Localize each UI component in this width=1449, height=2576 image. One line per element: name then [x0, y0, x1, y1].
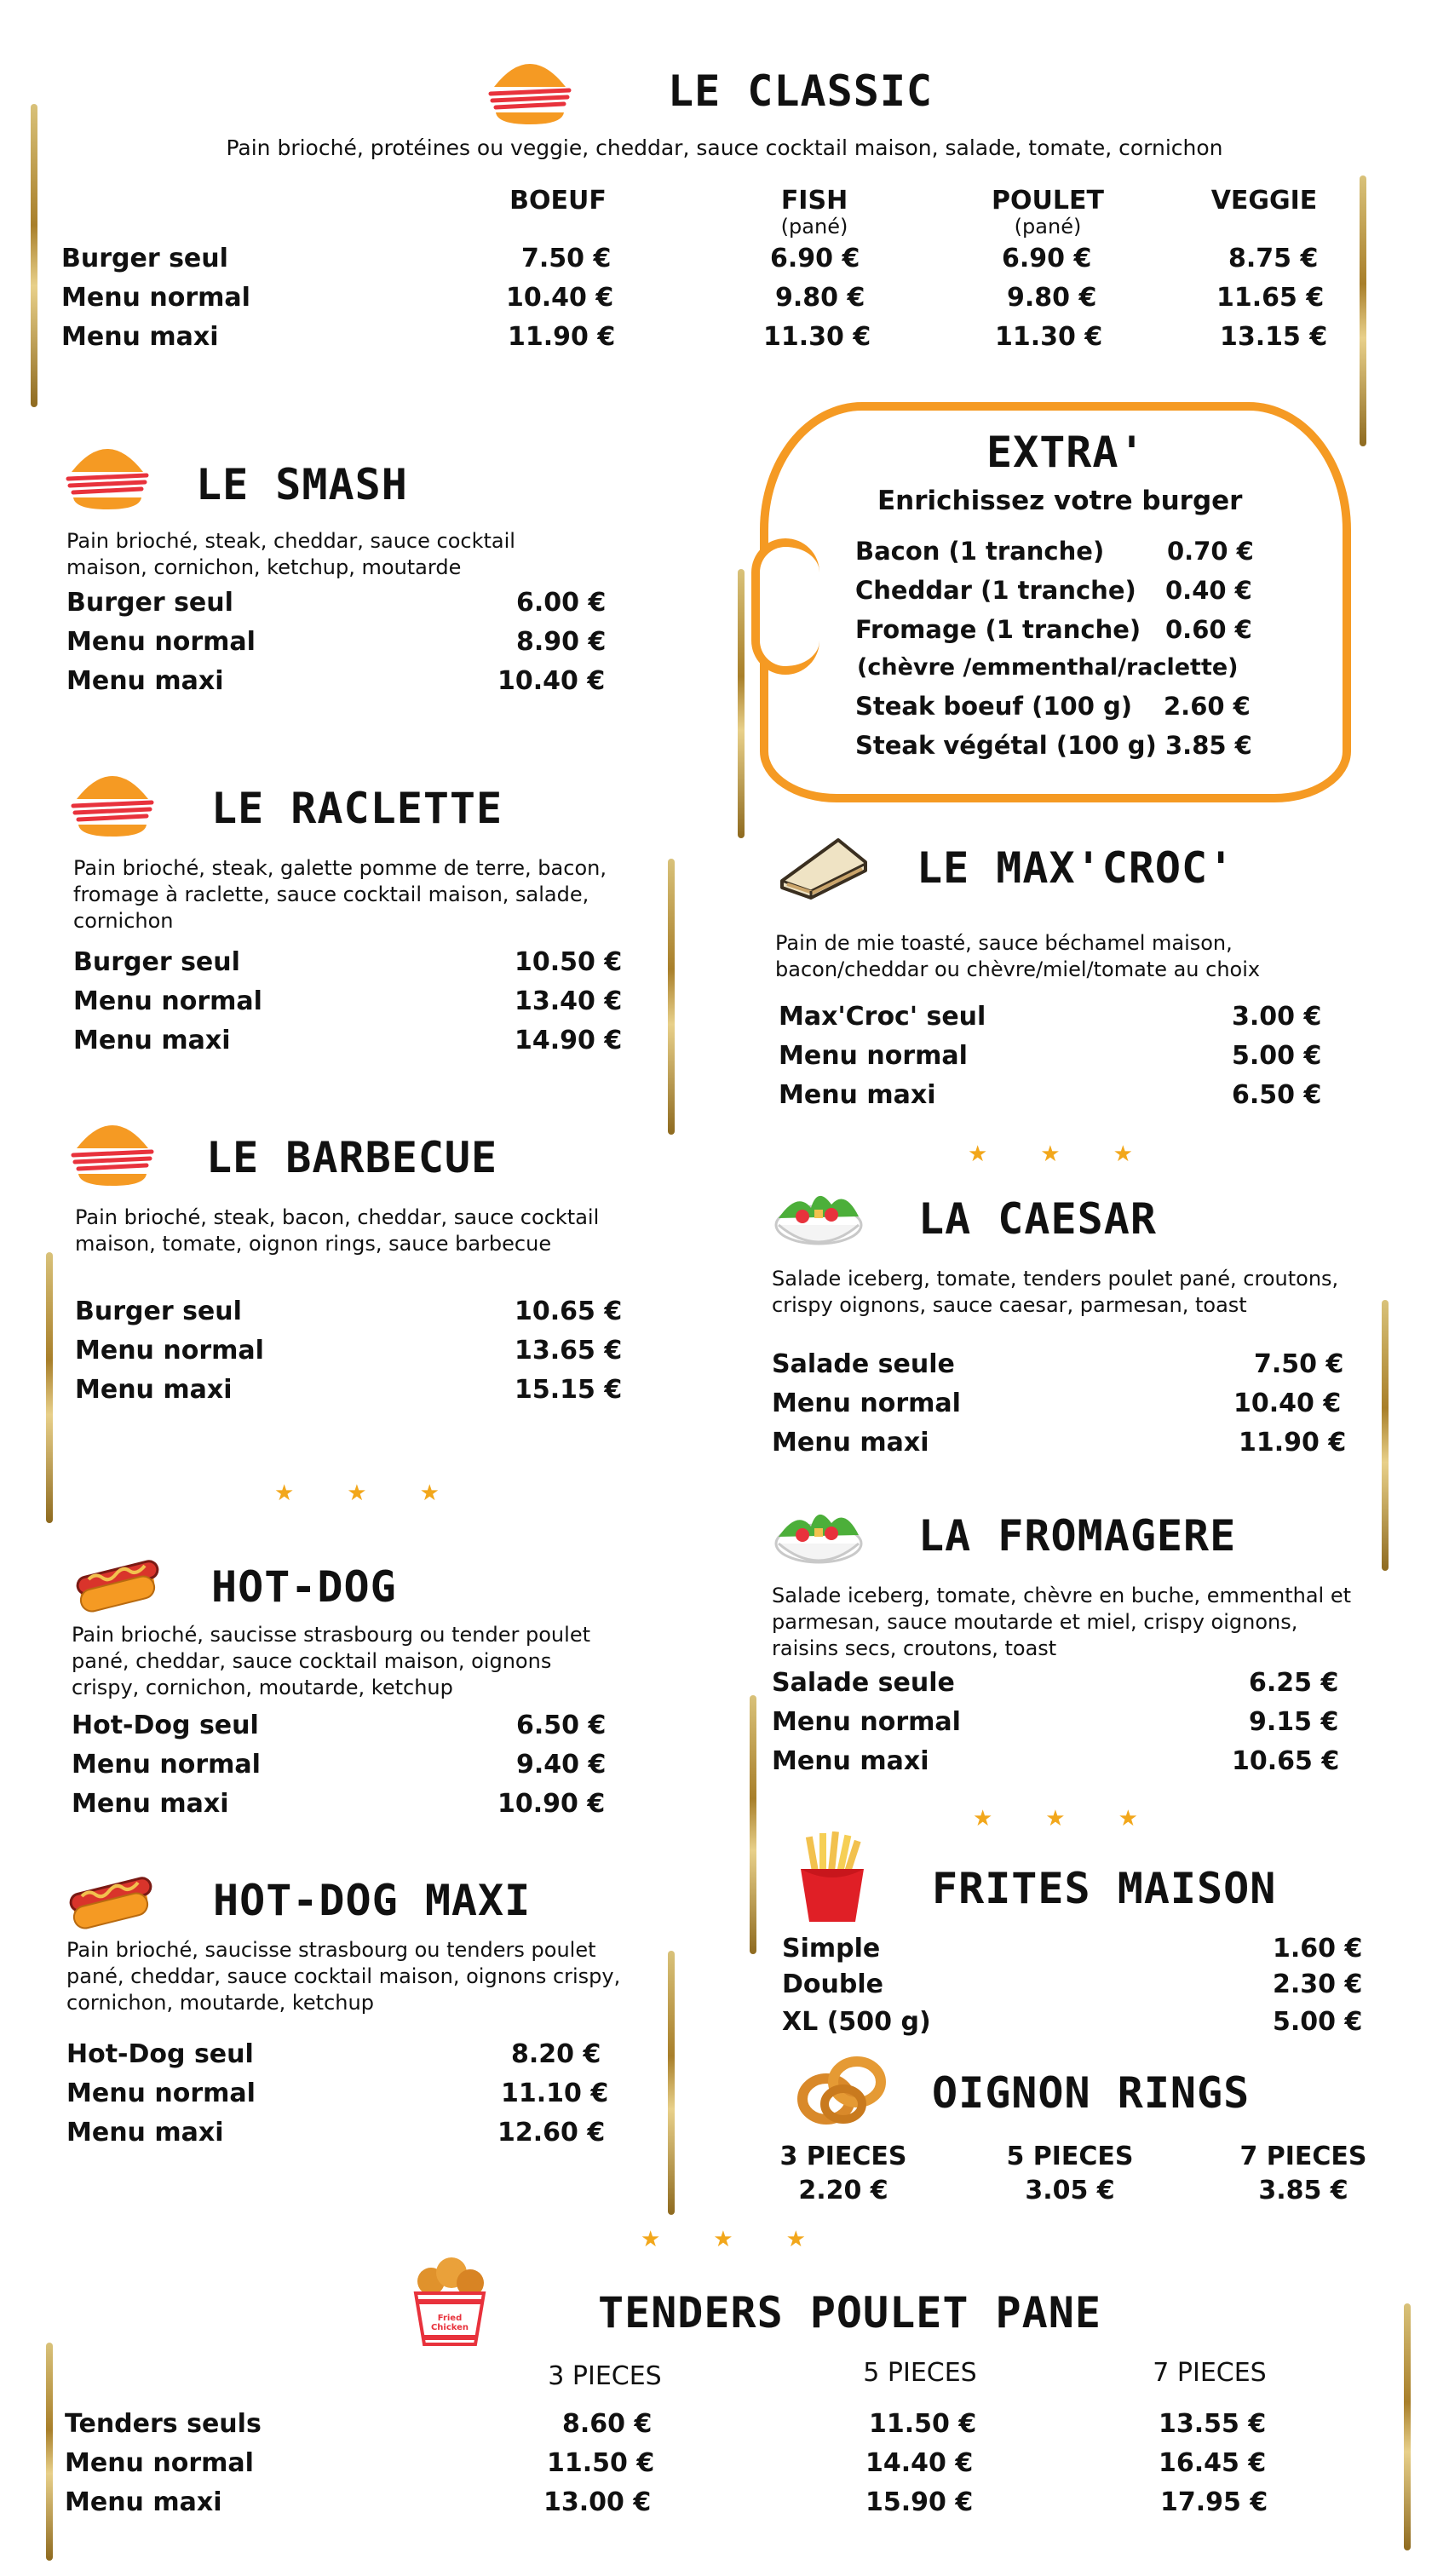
price: 13.55 € — [1159, 2409, 1267, 2439]
price: 10.40 € — [1233, 1389, 1342, 1418]
price-row — [772, 1746, 1360, 1785]
price: 14.90 € — [515, 1026, 623, 1055]
price-row — [61, 283, 1356, 322]
row-label: Menu maxi — [66, 2118, 224, 2148]
price: 3.05 € — [1025, 2176, 1115, 2205]
row-label: Fromage (1 tranche) — [855, 615, 1141, 644]
section-title-frites: FRITES MAISON — [932, 1864, 1277, 1913]
price: 8.75 € — [1228, 244, 1319, 273]
price-row — [772, 1428, 1360, 1467]
section-title-tenders: TENDERS POULET PANE — [598, 2288, 1101, 2337]
price: 2.20 € — [798, 2176, 888, 2205]
section-desc-classic: Pain brioché, protéines ou veggie, cheddar, sauce cocktail maison, salade, tomate, cornichon — [226, 135, 1223, 160]
column-header: 5 PIECES — [863, 2358, 977, 2388]
price-row — [73, 947, 635, 986]
price-row — [772, 1668, 1360, 1707]
price: 2.30 € — [1273, 1969, 1363, 1999]
column-header: BOEUF — [509, 186, 607, 216]
price: 2.60 € — [1164, 692, 1251, 721]
column-header: VEGGIE — [1210, 186, 1318, 216]
section-desc-maxcroc: Pain de mie toasté, sauce béchamel maison, bacon/cheddar ou chèvre/miel/tomate au choix — [775, 931, 1261, 981]
price-row — [782, 1969, 1370, 2009]
star-divider: ★★★ — [973, 1806, 1191, 1831]
price: 6.25 € — [1249, 1668, 1339, 1698]
gold-bar — [46, 1252, 53, 1523]
section-desc-caesar: Salade iceberg, tomate, tenders poulet pané, croutons, crispy oignons, sauce caesar, parmesan, toast — [772, 1267, 1339, 1317]
price: 0.60 € — [1165, 615, 1252, 644]
price: 6.50 € — [516, 1711, 607, 1740]
section-desc-barbecue: Pain brioché, steak, bacon, cheddar, sauce cocktail maison, tomate, oignon rings, sauce barbecue — [75, 1205, 600, 1256]
row-label: Hot-Dog seul — [66, 2039, 254, 2069]
row-label: Steak boeuf (100 g) — [855, 692, 1132, 721]
price: 3.85 € — [1258, 2176, 1348, 2205]
price-row — [75, 1336, 637, 1375]
price-row — [772, 1349, 1360, 1389]
section-desc-fromagere: Salade iceberg, tomate, chèvre en buche, emmenthal et parmesan, sauce moutarde et miel, crispy oignons, raisins secs, croutons, toast — [772, 1584, 1352, 1660]
row-label: Menu normal — [66, 2079, 256, 2108]
price: 3.00 € — [1232, 1002, 1322, 1032]
salad-icon — [772, 1496, 865, 1576]
section-title-rings: OIGNON RINGS — [932, 2068, 1251, 2118]
price-row — [782, 1934, 1370, 1973]
fries-icon — [794, 1831, 871, 1929]
price: 6.90 € — [1002, 244, 1092, 273]
row-label: Menu normal — [61, 283, 250, 313]
price: 7.50 € — [521, 244, 612, 273]
star-divider: ★★★ — [274, 1481, 492, 1506]
row-label: Menu maxi — [66, 666, 224, 696]
extra-row — [855, 731, 1264, 760]
price: 11.65 € — [1216, 283, 1325, 313]
price: 6.00 € — [516, 588, 607, 618]
extra-row — [855, 615, 1264, 644]
row-label: Salade seule — [772, 1668, 955, 1698]
row-label: Menu maxi — [65, 2487, 222, 2517]
section-desc-raclette: Pain brioché, steak, galette pomme de terre, bacon, fromage à raclette, sauce cocktail maison, salade, cornichon — [73, 856, 607, 933]
section-desc-hotdogmaxi: Pain brioché, saucisse strasbourg ou tenders poulet pané, cheddar, sauce cocktail maison, oignons crispy, cornichon, moutarde, ketchup — [66, 1938, 621, 2015]
price: 5.00 € — [1273, 2007, 1363, 2037]
row-label: Burger seul — [61, 244, 228, 273]
row-label: Steak végétal (100 g) — [855, 731, 1157, 760]
price: 11.30 € — [995, 322, 1103, 352]
price-row — [65, 2487, 1360, 2527]
price: 6.90 € — [770, 244, 860, 273]
price-row — [61, 322, 1356, 361]
section-title-caesar: LA CAESAR — [918, 1194, 1157, 1244]
price-row — [61, 244, 1356, 283]
price: 11.90 € — [508, 322, 616, 352]
price: 9.80 € — [1007, 283, 1097, 313]
extra-row — [855, 576, 1264, 605]
row-label: Menu normal — [66, 627, 256, 657]
column-header: 7 PIECES — [1239, 2142, 1367, 2171]
price-row — [779, 1080, 1341, 1119]
price: 10.65 € — [1232, 1746, 1340, 1776]
price-row — [66, 666, 612, 705]
price: 9.80 € — [775, 283, 865, 313]
price: 8.20 € — [511, 2039, 601, 2069]
burger-icon — [70, 1113, 155, 1193]
row-label: Max'Croc' seul — [779, 1002, 986, 1032]
price-row — [72, 1789, 634, 1828]
price: 9.40 € — [516, 1750, 607, 1780]
gold-bar — [750, 1695, 756, 1954]
hotdog-icon — [75, 1549, 160, 1620]
price: 16.45 € — [1159, 2448, 1267, 2478]
price-row — [66, 2039, 629, 2079]
price-row — [65, 2448, 1360, 2487]
column-header: FISH — [780, 186, 848, 216]
row-label: Menu normal — [779, 1041, 968, 1071]
column-header: 7 PIECES — [1153, 2358, 1267, 2388]
section-title-extra: EXTRA' — [986, 428, 1146, 477]
column-header: POULET — [992, 186, 1104, 216]
gold-bar — [668, 859, 675, 1135]
price: 8.60 € — [562, 2409, 653, 2439]
burger-icon — [70, 763, 155, 843]
price: 7.50 € — [1254, 1349, 1344, 1379]
row-label: Menu maxi — [73, 1026, 231, 1055]
fried-chicken-bucket-icon — [407, 2256, 492, 2349]
price: 11.90 € — [1239, 1428, 1347, 1458]
price: 10.90 € — [497, 1789, 606, 1819]
price-row — [73, 986, 635, 1026]
row-label: Tenders seuls — [65, 2409, 262, 2439]
section-title-smash: LE SMASH — [196, 460, 408, 509]
price: 10.40 € — [506, 283, 614, 313]
price-row — [779, 1041, 1341, 1080]
row-label: Burger seul — [73, 947, 240, 977]
onion-rings-icon — [792, 2048, 894, 2133]
row-label: Simple — [782, 1934, 881, 1964]
price-row — [75, 1297, 637, 1336]
row-label: Burger seul — [66, 588, 233, 618]
row-label: Hot-Dog seul — [72, 1711, 259, 1740]
price: 13.00 € — [543, 2487, 652, 2517]
column-header: 5 PIECES — [1006, 2142, 1134, 2171]
price-row — [66, 588, 612, 627]
row-label: (chèvre /emmenthal/raclette) — [857, 654, 1239, 681]
price: 9.15 € — [1249, 1707, 1339, 1737]
extra-row — [857, 654, 1266, 681]
row-label: Menu maxi — [772, 1428, 929, 1458]
price-row — [772, 1389, 1360, 1428]
price: 3.85 € — [1165, 731, 1252, 760]
column-header: 3 PIECES — [779, 2142, 907, 2171]
price: 8.90 € — [516, 627, 607, 657]
column-subheader: (pané) — [1014, 215, 1082, 239]
row-label: XL (500 g) — [782, 2007, 931, 2037]
price-row — [772, 1707, 1360, 1746]
price: 0.40 € — [1165, 576, 1252, 605]
price: 13.40 € — [515, 986, 623, 1016]
gold-bar — [1404, 2303, 1411, 2550]
sandwich-icon — [777, 828, 871, 908]
salad-icon — [772, 1177, 865, 1257]
row-label: Menu normal — [772, 1707, 961, 1737]
section-desc-hotdog: Pain brioché, saucisse strasbourg ou tender poulet pané, cheddar, sauce cocktail maison, oignons crispy, cornichon, moutarde, ketchup — [72, 1623, 590, 1699]
column-subheader: (pané) — [780, 215, 848, 239]
price: 11.50 € — [869, 2409, 977, 2439]
gold-bar — [1360, 175, 1366, 446]
section-title-hotdog: HOT-DOG — [211, 1562, 397, 1612]
burger-icon — [487, 51, 572, 131]
extra-row — [855, 692, 1264, 721]
row-label: Menu maxi — [772, 1746, 929, 1776]
gold-bar — [46, 2343, 53, 2561]
extra-subtitle: Enrichissez votre burger — [877, 486, 1243, 516]
price: 15.90 € — [865, 2487, 974, 2517]
section-desc-smash: Pain brioché, steak, cheddar, sauce cocktail maison, cornichon, ketchup, moutarde — [66, 529, 515, 579]
price: 1.60 € — [1273, 1934, 1363, 1964]
star-divider: ★★★ — [641, 2227, 859, 2252]
section-title-hotdogmaxi: HOT-DOG MAXI — [213, 1876, 532, 1925]
price-row — [72, 1711, 634, 1750]
row-label: Menu normal — [65, 2448, 254, 2478]
price: 13.65 € — [515, 1336, 623, 1366]
price: 15.15 € — [515, 1375, 623, 1405]
price: 14.40 € — [865, 2448, 974, 2478]
row-label: Menu normal — [73, 986, 262, 1016]
price: 11.30 € — [763, 322, 871, 352]
section-title-barbecue: LE BARBECUE — [206, 1133, 498, 1182]
section-title-raclette: LE RACLETTE — [211, 784, 503, 833]
price: 0.70 € — [1167, 537, 1254, 566]
price-row — [72, 1750, 634, 1789]
gold-bar — [738, 569, 745, 838]
price-row — [66, 2118, 629, 2157]
row-label: Cheddar (1 tranche) — [855, 576, 1136, 605]
price: 10.50 € — [515, 947, 623, 977]
section-title-classic: LE CLASSIC — [668, 66, 934, 116]
section-title-maxcroc: LE MAX'CROC' — [917, 843, 1235, 893]
price-row — [66, 2079, 629, 2118]
row-label: Menu maxi — [75, 1375, 233, 1405]
row-label: Menu normal — [72, 1750, 261, 1780]
hotdog-icon — [68, 1866, 153, 1937]
row-label: Double — [782, 1969, 883, 1999]
price: 11.10 € — [501, 2079, 609, 2108]
price: 12.60 € — [497, 2118, 606, 2148]
price: 5.00 € — [1232, 1041, 1322, 1071]
row-label: Menu normal — [772, 1389, 961, 1418]
price-row — [779, 1002, 1341, 1041]
row-label: Burger seul — [75, 1297, 242, 1326]
row-label: Menu maxi — [779, 1080, 936, 1110]
price: 17.95 € — [1160, 2487, 1268, 2517]
price-row — [782, 2007, 1370, 2046]
row-label: Bacon (1 tranche) — [855, 537, 1105, 566]
price-row — [73, 1026, 635, 1065]
row-label: Salade seule — [772, 1349, 955, 1379]
row-label: Menu maxi — [61, 322, 219, 352]
price: 6.50 € — [1232, 1080, 1322, 1110]
extra-row — [855, 537, 1264, 566]
price: 10.40 € — [497, 666, 606, 696]
bucket-label: Fried Chicken — [430, 2314, 469, 2332]
section-title-fromagere: LA FROMAGERE — [918, 1511, 1237, 1561]
gold-bar — [668, 1951, 675, 2215]
column-header: 3 PIECES — [548, 2361, 662, 2391]
star-divider: ★★★ — [968, 1141, 1186, 1167]
price-row — [75, 1375, 637, 1414]
row-label: Menu normal — [75, 1336, 264, 1366]
price: 10.65 € — [515, 1297, 623, 1326]
burger-icon — [65, 436, 150, 516]
price: 13.15 € — [1220, 322, 1328, 352]
price-row — [65, 2409, 1360, 2448]
row-label: Menu maxi — [72, 1789, 229, 1819]
price-row — [66, 627, 612, 666]
price: 11.50 € — [547, 2448, 655, 2478]
gold-bar — [1382, 1300, 1389, 1571]
